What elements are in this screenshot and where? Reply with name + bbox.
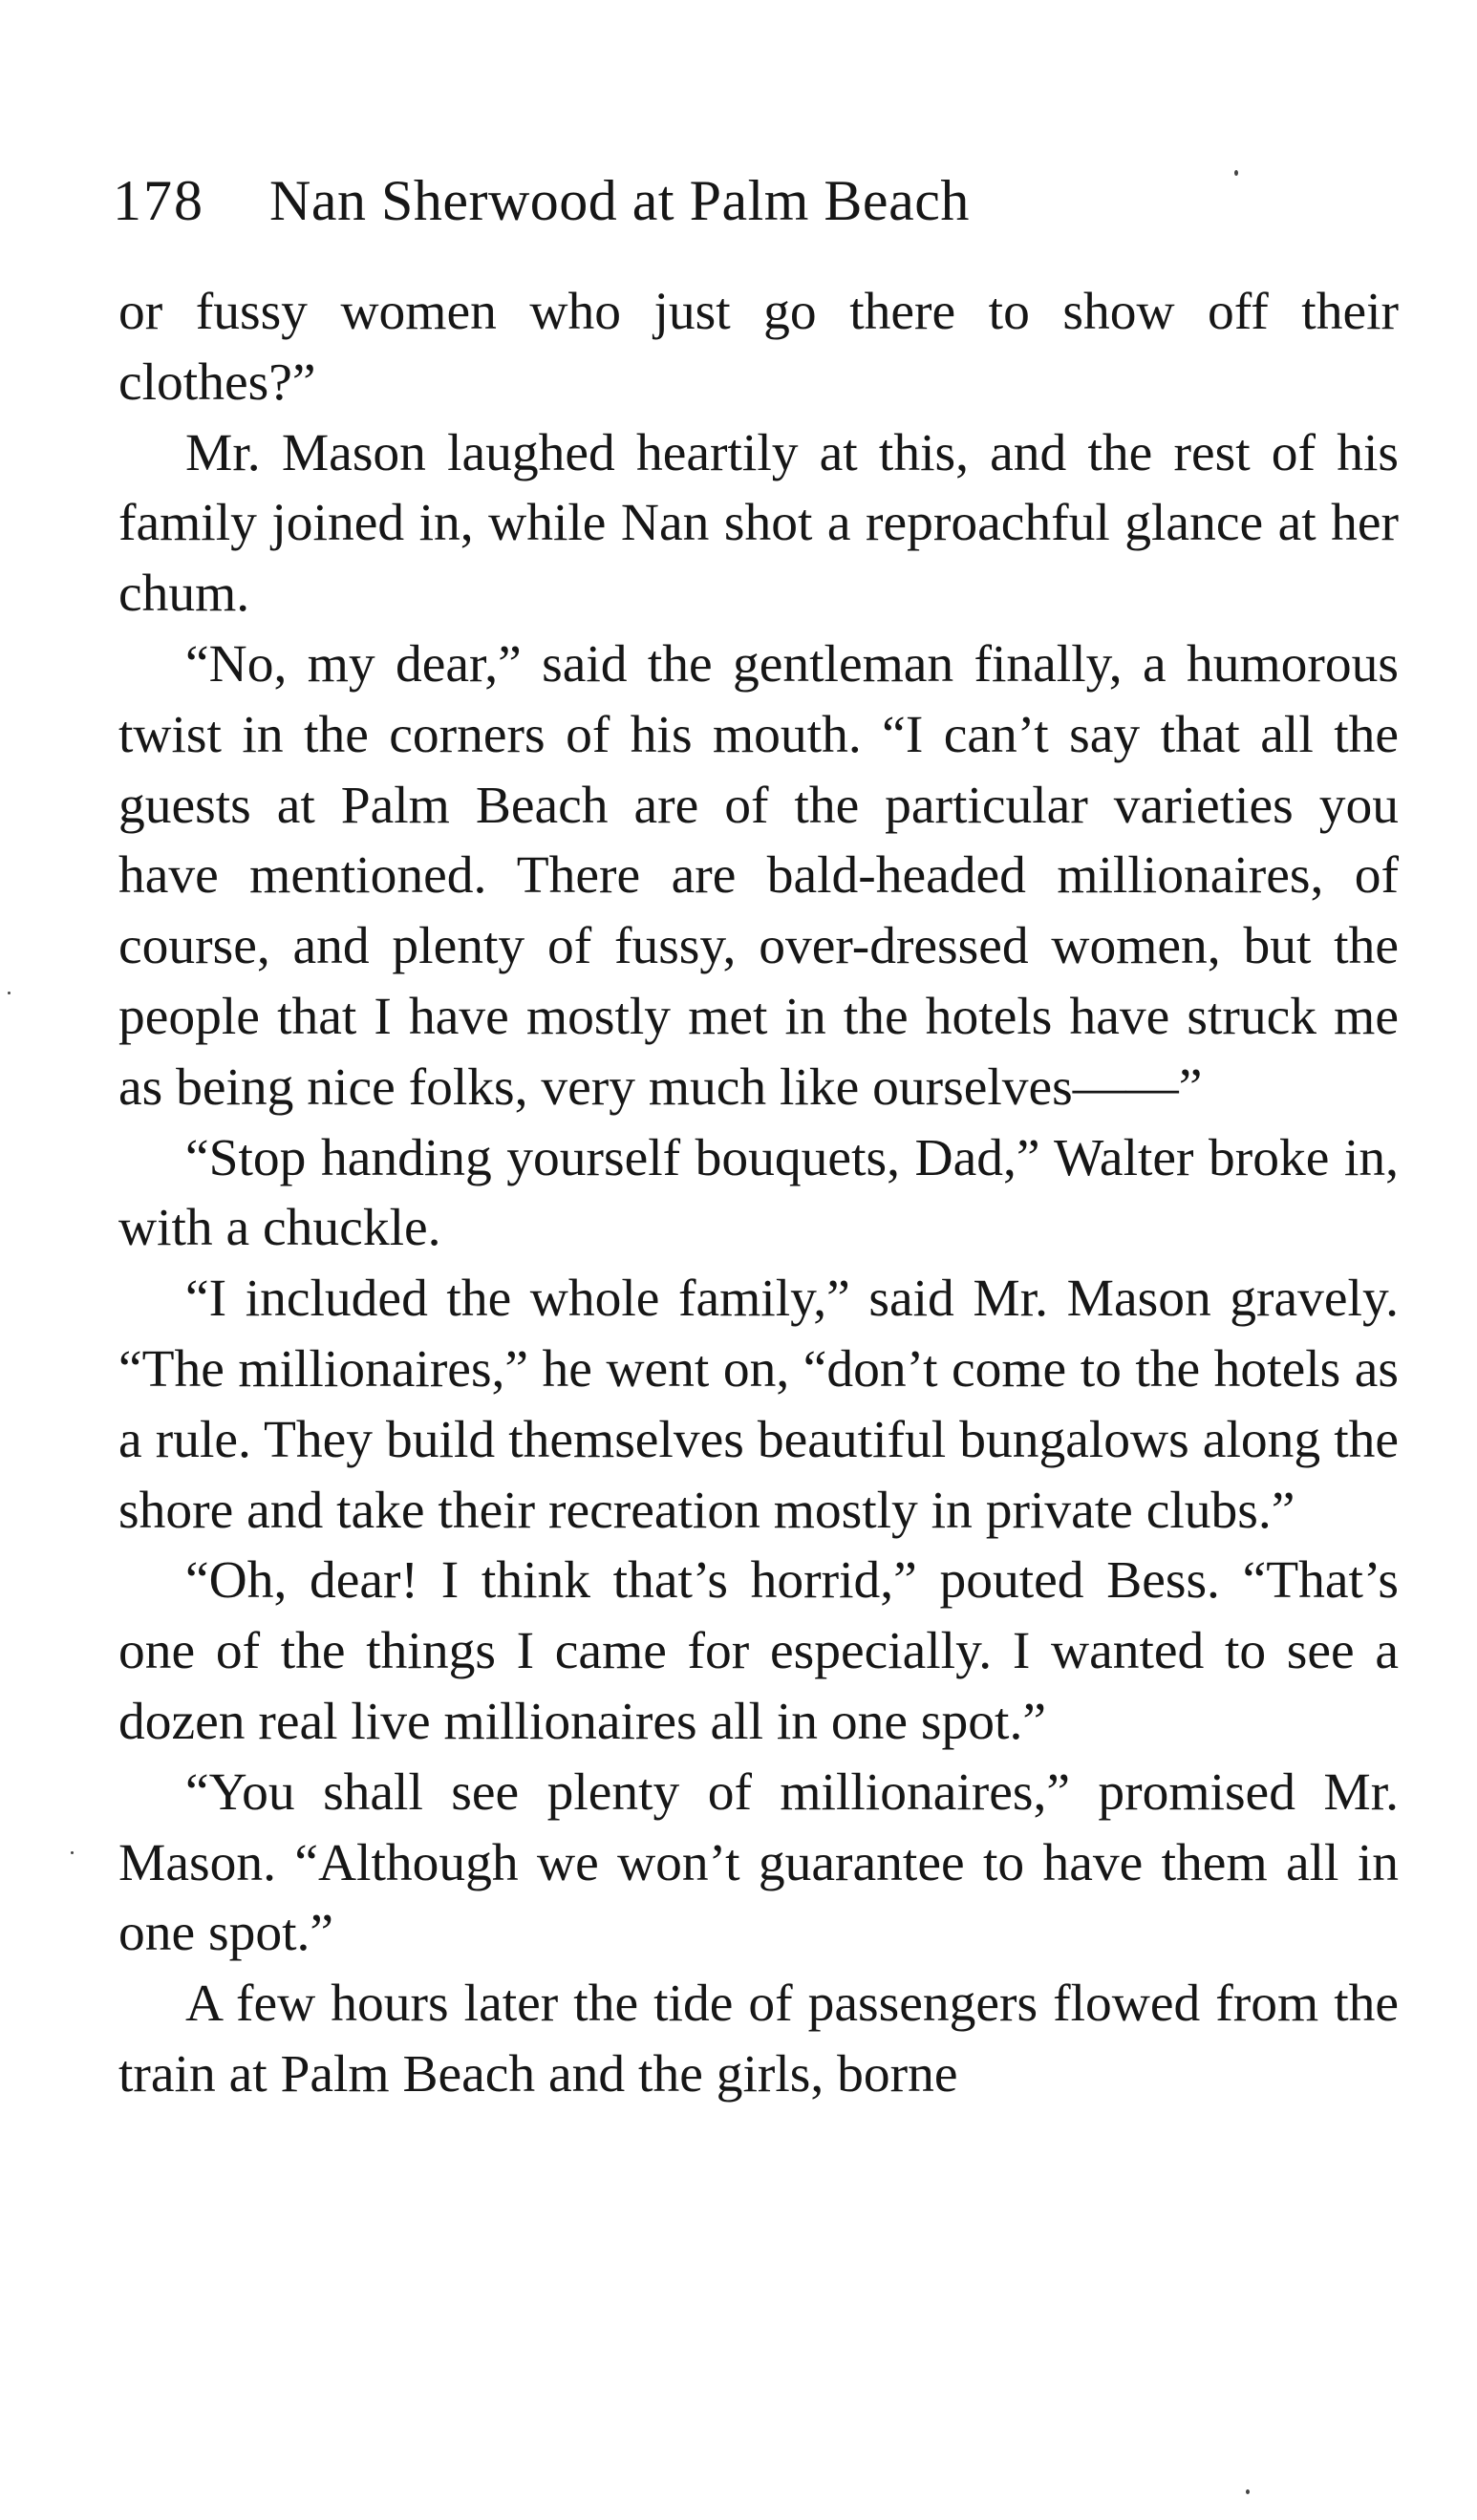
- paragraph-continued: or fussy women who just go there to show off their clothes?”: [118, 283, 1399, 412]
- paragraph: “No, my dear,” said the gentleman finally, a humorous twist in the corners of his mouth. “I can’t say that all the guests at Palm Beach are of the particular varieties you have mentioned. There are bald-headed millionaires, of course, and plenty of fussy, over-dressed women, but the people that I have mostly met in the hotels have struck me as being nice folks, very much like ourselves——”: [118, 634, 1399, 1117]
- running-head-title: Nan Sherwood at Palm Beach: [269, 169, 970, 232]
- body-text: [118, 277, 1399, 2110]
- paragraph: “You shall see plenty of millionaires,” promised Mr. Mason. “Although we won’t guarantee to have them all in one spot.”: [118, 1762, 1399, 1963]
- paragraph: A few hours later the tide of passengers flowed from the train at Palm Beach and the girls, borne: [118, 1975, 1399, 2104]
- paragraph: “Oh, dear! I think that’s horrid,” pouted Bess. “That’s one of the things I came for especially. I wanted to see a dozen real live millionaires all in one spot.”: [118, 1551, 1399, 1751]
- scan-speck: [1246, 2489, 1250, 2494]
- paragraph: “I included the whole family,” said Mr. Mason gravely. “The millionaires,” he went on, “don’t come to the hotels as a rule. They build themselves beautiful bungalows along the shore and take their recreation mostly in private clubs.”: [118, 1270, 1399, 1540]
- scan-speck: [1234, 170, 1238, 176]
- scan-speck: [71, 1851, 74, 1854]
- paragraph: “Stop handing yourself bouquets, Dad,” Walter broke in, with a chuckle.: [118, 1128, 1399, 1258]
- page-number: 178: [113, 169, 204, 232]
- scan-speck: [8, 992, 11, 994]
- paragraph: Mr. Mason laughed heartily at this, and the rest of his family joined in, while Nan shot a reproachful glance at her chum.: [118, 423, 1399, 624]
- running-head: [113, 162, 1393, 239]
